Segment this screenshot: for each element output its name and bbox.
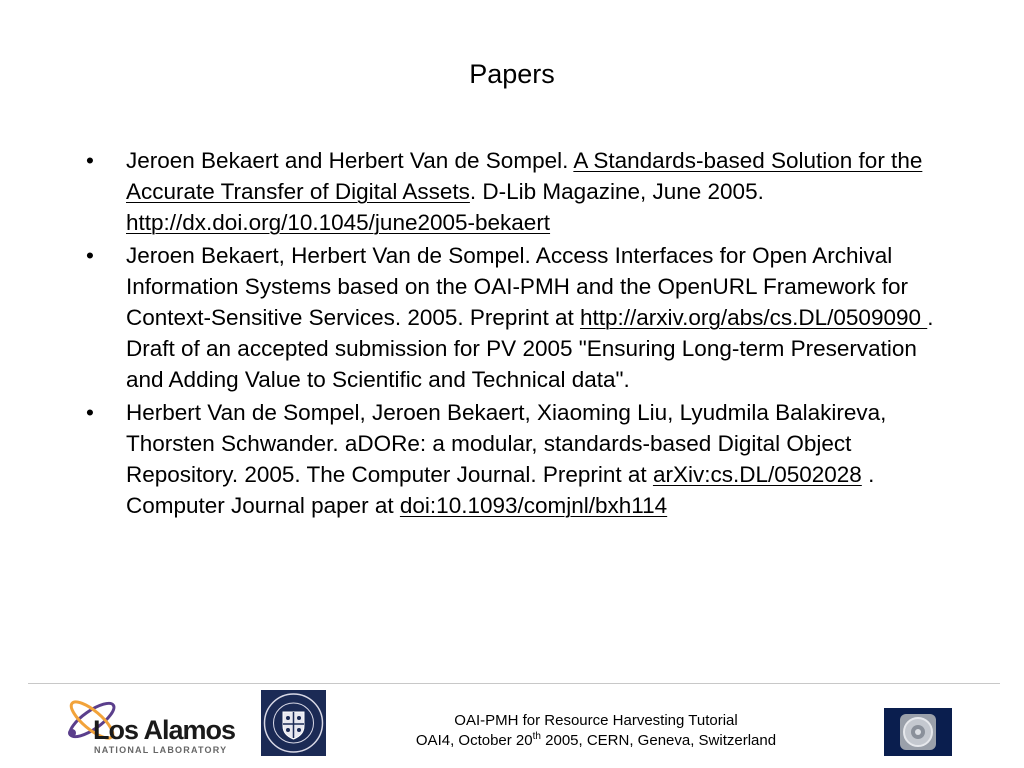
paper-authors-text: Jeroen Bekaert, Herbert Van de Sompel. Access Interfaces for Open Archival Information Systems based on the OAI-PMH and the OpenURL Framework for Context-Sensitive Services. 2005. Preprint at bbox=[126, 243, 908, 330]
paper-doi-link[interactable]: http://dx.doi.org/10.1045/june2005-bekaert bbox=[126, 209, 551, 235]
oai-emblem-icon bbox=[884, 708, 952, 756]
bullet-icon: • bbox=[86, 400, 94, 426]
footer-divider bbox=[28, 683, 1000, 684]
paper-item bbox=[86, 146, 956, 238]
footer-line-2 bbox=[380, 731, 812, 751]
footer-caption bbox=[380, 711, 812, 751]
papers-list bbox=[86, 146, 956, 525]
paper-item bbox=[86, 241, 956, 395]
paper-title-link[interactable]: A Standards-based Solution for the Accurate Transfer of Digital Assets bbox=[126, 148, 923, 204]
bullet-icon: • bbox=[86, 148, 94, 173]
paper-authors-text: Jeroen Bekaert and Herbert Van de Sompel. bbox=[126, 148, 574, 173]
lanl-name-text: Los Alamos bbox=[93, 715, 236, 745]
footer-line-2-sup: th bbox=[532, 731, 541, 742]
paper-preprint-link[interactable]: http://arxiv.org/abs/cs.DL/0509090 bbox=[579, 304, 928, 330]
paper-preprint-link[interactable]: arXiv:cs.DL/0502028 bbox=[652, 461, 862, 487]
paper-doi-link[interactable]: doi:10.1093/comjnl/bxh114 bbox=[399, 492, 668, 518]
los-alamos-logo bbox=[62, 690, 234, 758]
footer-line-2-rest: 2005, CERN, Geneva, Switzerland bbox=[540, 732, 777, 749]
paper-item bbox=[86, 398, 956, 521]
paper-venue-text: . D-Lib Magazine, June 2005. bbox=[469, 178, 764, 204]
lanl-sub-text: NATIONAL LABORATORY bbox=[94, 745, 228, 755]
paper-authors-text: Herbert Van de Sompel, Jeroen Bekaert, Xiaoming Liu, Lyudmila Balakireva, Thorsten Schwander. aDORe: a modular, standards-based Digital Object Repository. 2005. The Computer Journal. Preprint at bbox=[126, 400, 887, 487]
slide-title: Papers bbox=[469, 59, 555, 89]
oai-logo bbox=[884, 708, 952, 756]
bullet-icon: • bbox=[86, 243, 94, 269]
paper-venue-text: . Computer Journal paper at bbox=[126, 461, 875, 518]
seal-emblem-icon bbox=[261, 690, 326, 756]
footer-line-2-text: OAI4, October 20 bbox=[415, 732, 533, 749]
paper-venue-text: . Draft of an accepted submission for PV 2005 "Ensuring Long-term Preservation and Adding Value to Scientific and Technical data". bbox=[126, 304, 934, 392]
university-seal bbox=[261, 690, 326, 756]
footer-line-1: OAI-PMH for Resource Harvesting Tutorial bbox=[454, 712, 738, 729]
